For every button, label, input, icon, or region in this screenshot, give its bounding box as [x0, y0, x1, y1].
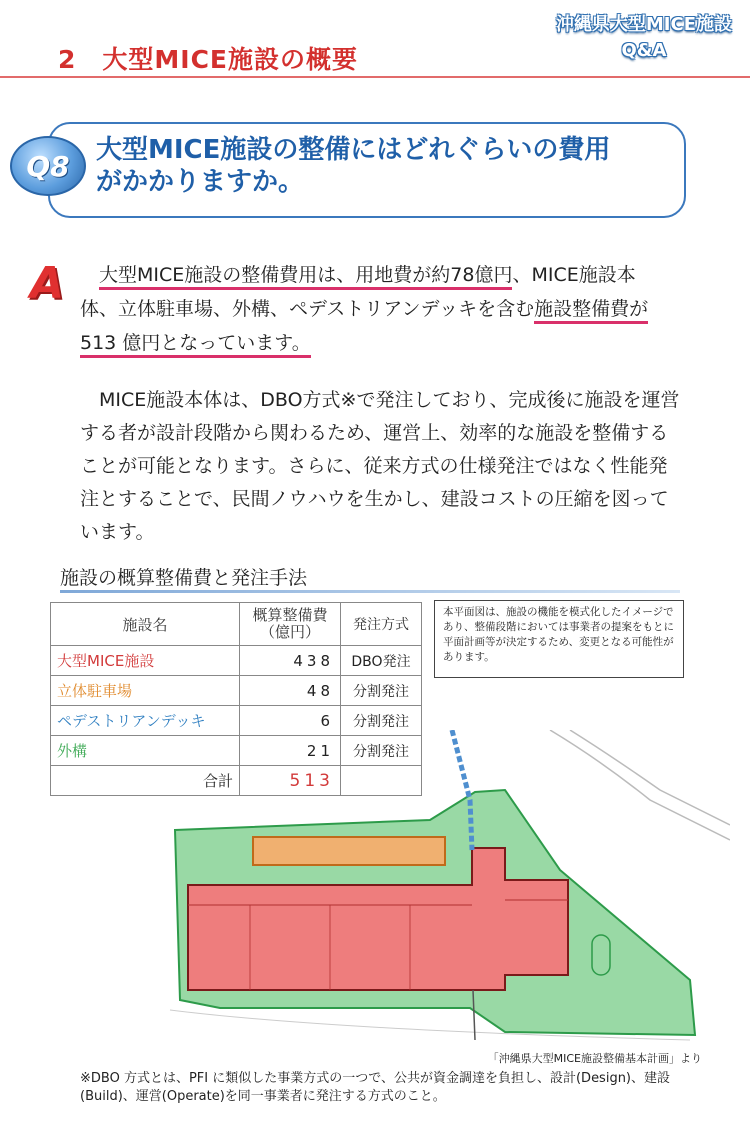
- header-facility: 施設名: [51, 603, 240, 646]
- facility-method: 分割発注: [341, 736, 422, 766]
- brand-line1: 沖縄県大型MICE施設: [555, 14, 732, 35]
- header-method: 発注方式: [341, 603, 422, 646]
- header-divider: [0, 76, 750, 78]
- question-line2: がかかりますか。: [96, 167, 305, 197]
- answer-highlight-3: 513 億円となっています。: [80, 332, 311, 358]
- question-badge: Q8: [10, 136, 86, 196]
- table-title: 施設の概算整備費と発注手法: [60, 567, 308, 589]
- question-text: [96, 134, 676, 198]
- plan-parking: [253, 837, 445, 865]
- table-row: [51, 646, 422, 676]
- facility-name: 大型MICE施設: [51, 646, 240, 676]
- table-header-row: [51, 603, 422, 646]
- facility-name: 外構: [51, 736, 240, 766]
- facility-cost: 21: [240, 736, 341, 766]
- plan-note: 本平面図は、施設の機能を模式化したイメージであり、整備段階においては事業者の提案をもとに平面計画等が決定するため、変更となる可能性があります。: [434, 600, 684, 678]
- facility-method: 分割発注: [341, 676, 422, 706]
- answer-line3: [80, 326, 700, 361]
- total-value: 513: [240, 766, 341, 796]
- answer-line1-rest: 、MICE施設本: [512, 264, 636, 286]
- brand-logo: [556, 12, 732, 64]
- answer-line1: [80, 258, 700, 293]
- plan-credit: 「沖縄県大型MICE施設整備基本計画」より: [487, 1052, 702, 1065]
- facility-cost: 6: [240, 706, 341, 736]
- question-line1: 大型MICE施設の整備にはどれぐらいの費用: [96, 135, 611, 165]
- site-plan-diagram: [130, 730, 730, 1050]
- section-title: 2 大型MICE施設の概要: [58, 45, 359, 74]
- answer-highlight-2: 施設整備費が: [534, 298, 648, 324]
- facility-name: 立体駐車場: [51, 676, 240, 706]
- facility-method: 分割発注: [341, 706, 422, 736]
- answer-body: MICE施設本体は、DBO方式※で発注しており、完成後に施設を運営する者が設計段階から関わるため、運営上、効率的な施設を整備することが可能となります。さらに、従来方式の仕様発注ではなく性能発注とすることで、民間ノウハウを生かし、建設コストの圧縮を図っています。: [80, 389, 680, 543]
- answer-icon: A: [30, 258, 65, 309]
- answer-line2: [80, 292, 700, 327]
- total-label: 合計: [51, 766, 240, 796]
- facility-cost: 48: [240, 676, 341, 706]
- answer-line2-start: 体、立体駐車場、外構、ペデストリアンデッキを含む: [80, 298, 535, 320]
- table-row: [51, 676, 422, 706]
- facility-name: ペデストリアンデッキ: [51, 706, 240, 736]
- header-cost: 概算整備費（億円）: [240, 603, 341, 646]
- facility-method: DBO発注: [341, 646, 422, 676]
- answer-highlight-1: 大型MICE施設の整備費用は、用地費が約78億円: [99, 264, 512, 290]
- table-title-underline: [60, 590, 680, 593]
- dbo-footnote: ※DBO 方式とは、PFI に類似した事業方式の一つで、公共が資金調達を負担し、設計(Design)、建設(Build)、運営(Operate)を同一事業者に発注する方式のこと。: [80, 1071, 671, 1104]
- brand-line2: Q&A: [621, 40, 667, 61]
- facility-cost: 438: [240, 646, 341, 676]
